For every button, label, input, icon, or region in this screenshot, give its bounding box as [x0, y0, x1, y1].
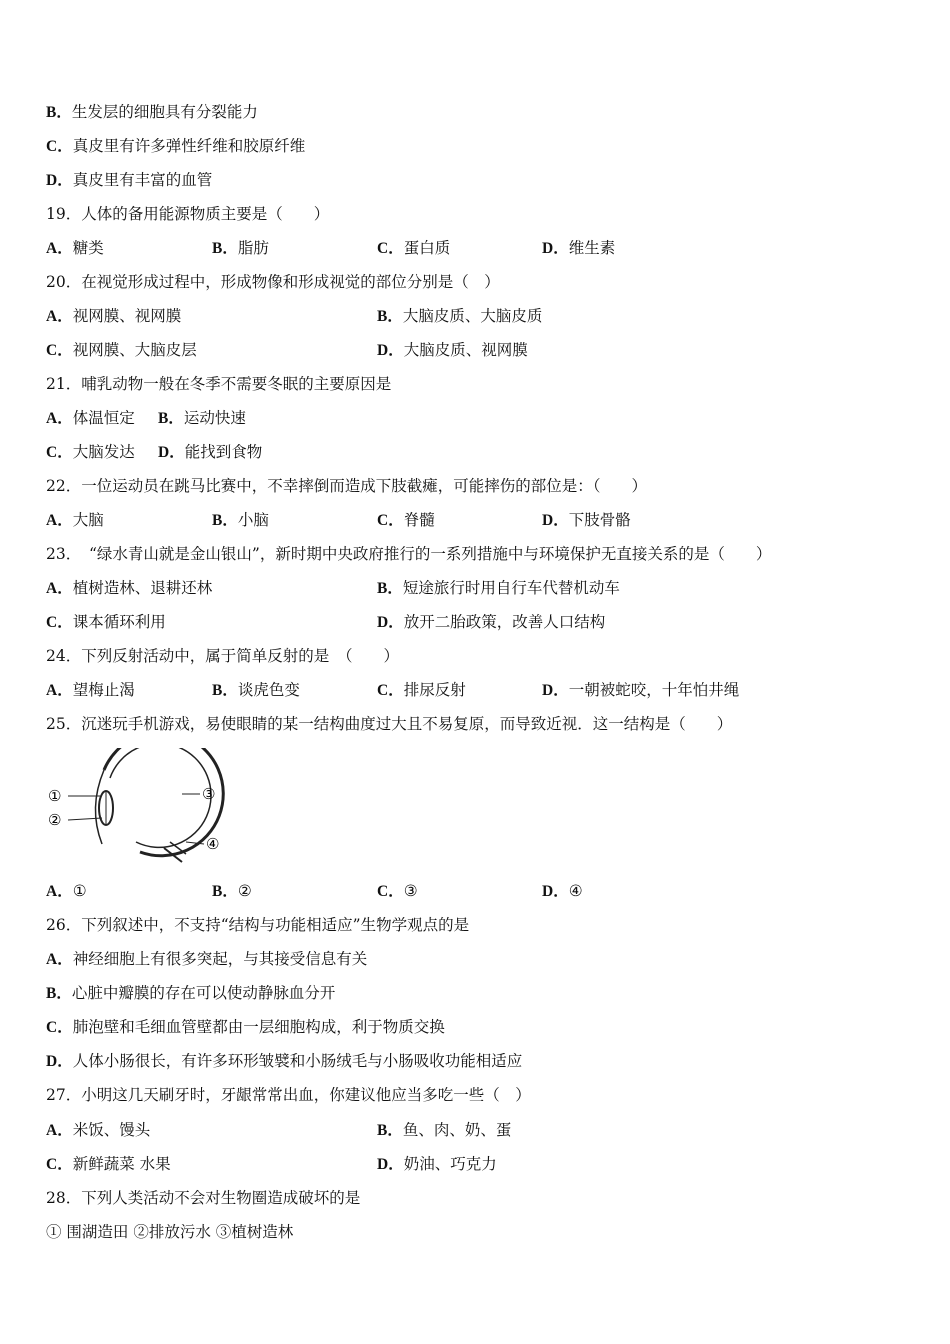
question-27-stem: 27．小明这几天刷牙时，牙龈常常出血，你建议他应当多吃一些（ ） [46, 1086, 531, 1104]
q19-option-a: A．糖类 [46, 239, 104, 257]
q22-option-d: D．下肢骨骼 [542, 511, 631, 529]
question-20-stem: 20．在视觉形成过程中，形成物像和形成视觉的部位分别是（ ） [46, 273, 500, 291]
question-19-stem: 19．人体的备用能源物质主要是（ ） [46, 205, 330, 223]
q20-option-a: A．视网膜、视网膜 [46, 307, 182, 325]
q24-option-a: A．望梅止渴 [46, 681, 135, 699]
q23-option-a: A．植树造林、退耕还林 [46, 579, 213, 597]
q20-option-d: D．大脑皮质、视网膜 [377, 341, 528, 359]
question-23-stem: 23． “绿水青山就是金山银山”，新时期中央政府推行的一系列措施中与环境保护无直接关系的是（ ） [46, 545, 772, 563]
q27-option-c: C．新鲜蔬菜 水果 [46, 1155, 171, 1173]
diagram-label-4: ④ [206, 835, 220, 853]
option-line: B．生发层的细胞具有分裂能力 [46, 103, 258, 121]
q19-option-c: C．蛋白质 [377, 239, 451, 257]
q28-sub-items: ① 围湖造田 ②排放污水 ③植树造林 [46, 1223, 294, 1241]
q24-option-b: B．谈虎色变 [212, 681, 300, 699]
q21-option-c: C．大脑发达 [46, 443, 135, 461]
q22-option-c: C．脊髓 [377, 511, 435, 529]
q25-option-d: D．④ [542, 882, 583, 900]
question-21-stem: 21．哺乳动物一般在冬季不需要冬眠的主要原因是 [46, 375, 392, 393]
q21-option-a: A．体温恒定 [46, 409, 135, 427]
q23-option-b: B．短途旅行时用自行车代替机动车 [377, 579, 620, 597]
q19-option-d: D．维生素 [542, 239, 616, 257]
diagram-label-1: ① [48, 787, 62, 805]
option-line: C．真皮里有许多弹性纤维和胶原纤维 [46, 137, 306, 155]
q26-option-b: B．心脏中瓣膜的存在可以使动静脉血分开 [46, 984, 336, 1002]
q27-option-a: A．米饭、馒头 [46, 1121, 151, 1139]
q24-option-d: D．一朝被蛇咬，十年怕井绳 [542, 681, 740, 699]
q20-option-b: B．大脑皮质、大脑皮质 [377, 307, 543, 325]
question-26-stem: 26．下列叙述中，不支持“结构与功能相适应”生物学观点的是 [46, 916, 470, 934]
diagram-label-2: ② [48, 811, 62, 829]
q24-option-c: C．排尿反射 [377, 681, 466, 699]
q25-option-b: B．② [212, 882, 252, 900]
question-25-stem: 25．沉迷玩手机游戏，易使眼睛的某一结构曲度过大且不易复原，而导致近视．这一结构是（ ） [46, 715, 733, 733]
q25-option-a: A．① [46, 882, 87, 900]
eyeball-diagram [44, 748, 234, 864]
diagram-label-3: ③ [202, 785, 216, 803]
question-24-stem: 24．下列反射活动中，属于简单反射的是 （ ） [46, 647, 399, 665]
q19-option-b: B．脂肪 [212, 239, 269, 257]
q27-option-d: D．奶油、巧克力 [377, 1155, 497, 1173]
q22-option-a: A．大脑 [46, 511, 104, 529]
q22-option-b: B．小脑 [212, 511, 269, 529]
q21-option-d: D．能找到食物 [158, 443, 263, 461]
q20-option-c: C．视网膜、大脑皮层 [46, 341, 197, 359]
eyeball-inner-wall [110, 748, 211, 847]
q23-option-c: C．课本循环利用 [46, 613, 166, 631]
q21-option-b: B．运动快速 [158, 409, 246, 427]
q23-option-d: D．放开二胎政策，改善人口结构 [377, 613, 606, 631]
question-22-stem: 22．一位运动员在跳马比赛中，不幸摔倒而造成下肢截瘫，可能摔伤的部位是：（ ） [46, 477, 647, 495]
question-28-stem: 28．下列人类活动不会对生物圈造成破坏的是 [46, 1189, 361, 1207]
q26-option-a: A．神经细胞上有很多突起，与其接受信息有关 [46, 950, 368, 968]
q26-option-d: D．人体小肠很长，有许多环形皱襞和小肠绒毛与小肠吸收功能相适应 [46, 1052, 523, 1070]
leader-line-2 [68, 818, 102, 820]
q27-option-b: B．鱼、肉、奶、蛋 [377, 1121, 512, 1139]
q26-option-c: C．肺泡壁和毛细血管壁都由一层细胞构成，利于物质交换 [46, 1018, 445, 1036]
q25-option-c: C．③ [377, 882, 418, 900]
option-line: D．真皮里有丰富的血管 [46, 171, 213, 189]
